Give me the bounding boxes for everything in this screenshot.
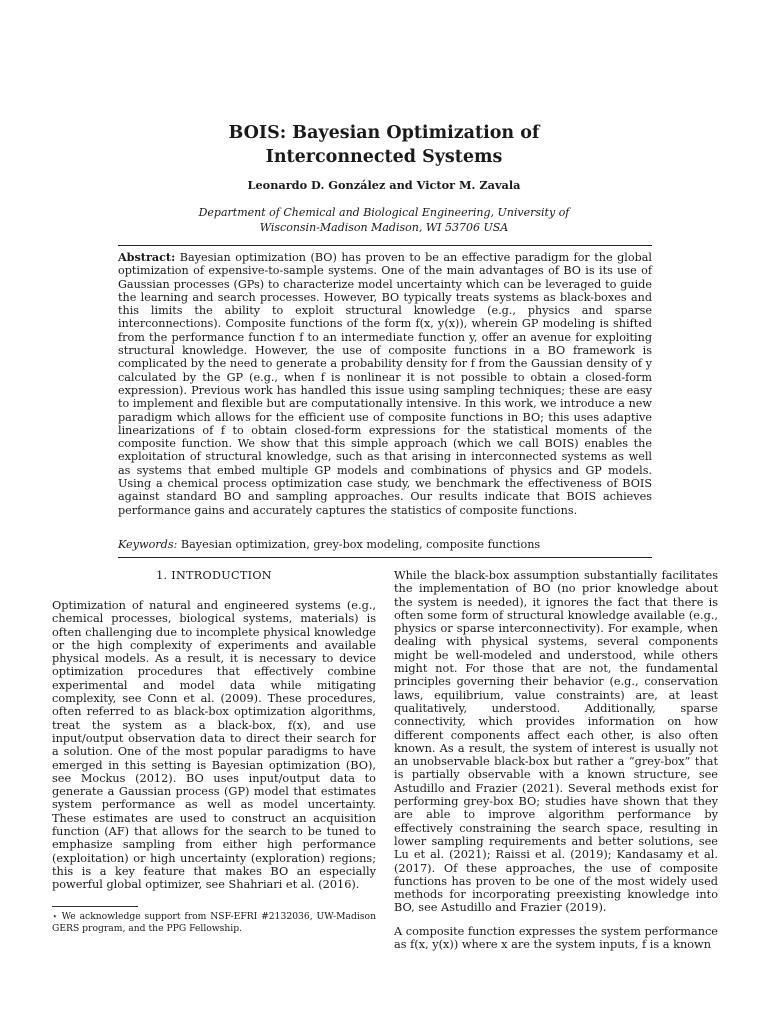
paper-title [0, 121, 768, 169]
affiliation-line-1: Department of Chemical and Biological Engineering, University of [198, 206, 570, 219]
keywords-text: Bayesian optimization, grey-box modeling, composite functions [180, 538, 541, 551]
abstract-text: Bayesian optimization (BO) has proven to be an effective paradigm for the global optimization of expensive-to-sample systems. One of the main advantages of BO is its use of Gaussian processes (GPs) to characterize model uncertainty which can be leveraged to guide the learning and search processes. However, BO typically treats systems as black-boxes and this limits the ability to exploit structural knowledge (e.g., physics and sparse interconnections). Composite functions of the form f(x, y(x)), wherein GP modeling is shifted from the performance function f to an intermediate function y, offer an avenue for exploiting structural knowledge. However, the use of composite functions in a BO framework is complicated by the need to generate a probability density for f from the Gaussian density of y calculated by the GP (e.g., when f is nonlinear it is not possible to obtain a closed-form expression). Previous work has handled this issue using sampling techniques; these are easy to implement and flexible but are computationally intensive. In this work, we introduce a new paradigm which allows for the efficient use of composite functions in BO; this uses adaptive linearizations of f to obtain closed-form expressions for the statistical moments of the composite function. We show that this simple approach (which we call BOIS) enables the exploitation of structural knowledge, such as that arising in interconnected systems as well as systems that embed multiple GP models and combinations of physics and GP models. Using a chemical process optimization case study, we benchmark the effectiveness of BOIS against standard BO and sampling approaches. Our results indicate that BOIS achieves performance gains and accurately captures the statistics of composite functions. [118, 251, 652, 517]
abstract [118, 251, 652, 517]
keywords [118, 538, 652, 551]
footnote: ⋆ We acknowledge support from NSF-EFRI #2132036, UW-Madison GERS program, and the PPG Fellowship. [52, 911, 376, 934]
abstract-label: Abstract: [118, 250, 176, 264]
affiliation [0, 206, 768, 235]
keywords-label: Keywords: [118, 538, 178, 551]
left-column [52, 599, 376, 892]
affiliation-line-2: Wisconsin-Madison Madison, WI 53706 USA [259, 220, 509, 234]
intro-paragraph-3: A composite function expresses the system performance as f(x, y(x)) where x are the system inputs, f is a known [394, 924, 718, 952]
footnote-rule [52, 906, 138, 907]
abstract-top-rule [118, 245, 652, 246]
author-list: Leonardo D. González and Victor M. Zavala [247, 178, 521, 192]
title-line-2: Interconnected Systems [265, 147, 503, 167]
intro-paragraph-2: While the black-box assumption substantially facilitates the implementation of BO (no prior knowledge about the system is needed), it ignores the fact that there is often some form of structural knowledge available (e.g., physics or sparse interconnectivity). For example, when dealing with physical systems, several components might be well-modeled and understood, while others might not. For those that are not, the fundamental principles governing their behavior (e.g., conservation laws, equilibrium, value constraints) are, at least qualitatively, understood. Additionally, sparse connectivity, which provides information on how different components affect each other, is also often known. As a result, the system of interest is usually not an unobservable black-box but rather a “grey-box” that is partially observable with a known structure, see Astudillo and Frazier (2021). Several methods exist for performing grey-box BO; studies have shown that they are able to improve algorithm performance by effectively constraining the search space, resulting in lower sampling requirements and better solutions, see Lu et al. (2021); Raissi et al. (2019); Kandasamy et al. (2017). Of these approaches, the use of composite functions has proven to be one of the most widely used methods for incorporating preexisting knowledge into BO, see Astudillo and Frazier (2019). [394, 569, 718, 915]
keywords-bottom-rule [118, 557, 652, 558]
intro-paragraph-1: Optimization of natural and engineered systems (e.g., chemical processes, biological systems, materials) is often challenging due to incomplete physical knowledge or the high complexity of experiments and available physical models. As a result, it is necessary to device optimization procedures that effectively combine experimental and model data while mitigating complexity, see Conn et al. (2009). These procedures, often referred to as black-box optimization algorithms, treat the system as a black-box, f(x), and use input/output observation data to direct their search for a solution. One of the most popular paradigms to have emerged in this setting is Bayesian optimization (BO), see Mockus (2012). BO uses input/output data to generate a Gaussian process (GP) model that estimates system performance as well as model uncertainty. These estimates are used to construct an acquisition function (AF) that allows for the search to be tuned to emphasize sampling from either high performance (exploitation) or high uncertainty (exploration) regions; this is a key feature that makes BO an especially powerful global optimizer, see Shahriari et al. (2016). [52, 599, 376, 892]
right-column [394, 569, 718, 951]
title-line-1: BOIS: Bayesian Optimization of [228, 123, 540, 143]
section-heading: 1. INTRODUCTION [156, 569, 272, 582]
